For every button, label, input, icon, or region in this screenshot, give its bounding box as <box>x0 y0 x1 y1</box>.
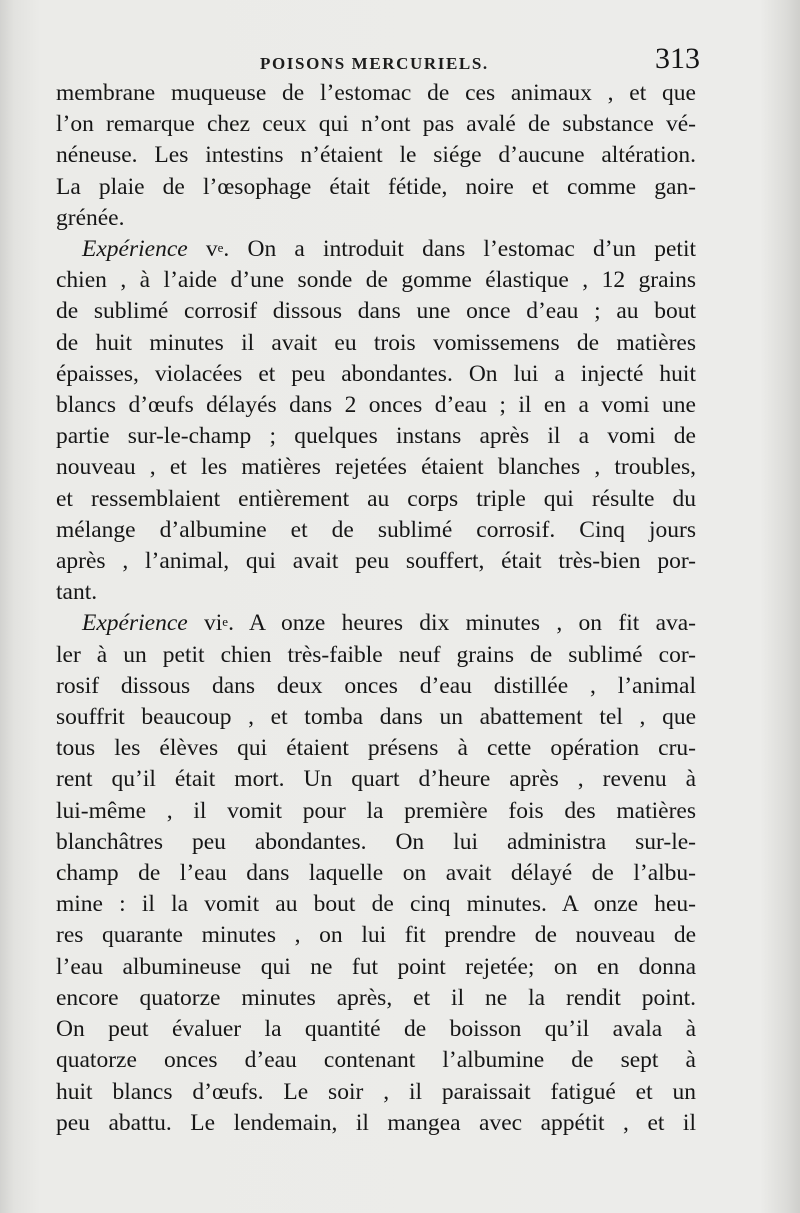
first-line-text: . On a introduit dans l’estomac d’un petit <box>223 236 696 263</box>
running-title: POISONS MERCURIELS. <box>260 54 489 73</box>
text-line: et ressemblaient entièrement au corps triple qui résulte du <box>56 485 696 512</box>
text-line: nouveau , et les matières rejetées étaient blanches , troubles, <box>56 454 696 481</box>
text-line: On peut évaluer la quantité de boisson qu’il avala à <box>56 1016 696 1043</box>
text-line: mine : il la vomit au bout de cinq minutes. A onze heu- <box>56 891 696 918</box>
numeral-suffix: e <box>222 614 229 630</box>
text-line: La plaie de l’œsophage était fétide, noire et comme gan- <box>56 173 696 200</box>
text-line: partie sur-le-champ ; quelques instans après il a vomi de <box>56 423 696 450</box>
experience-label: Expérience <box>82 610 188 637</box>
text-line: souffrit beaucoup , et tomba dans un abattement tel , que <box>56 704 696 731</box>
text-line: huit blancs d’œufs. Le soir , il paraissait fatigué et un <box>56 1078 696 1105</box>
experience-numeral: v <box>205 236 218 263</box>
body-text <box>56 78 696 1139</box>
text-line: mélange d’albumine et de sublimé corrosif. Cinq jours <box>56 516 696 543</box>
text-line: l’eau albumineuse qui ne fut point rejetée; on en donna <box>56 953 696 980</box>
text-line: de sublimé corrosif dissous dans une once d’eau ; au bout <box>56 298 696 325</box>
paragraph-1 <box>56 78 696 234</box>
text-line: blanchâtres peu abondantes. On lui administra sur-le- <box>56 828 696 855</box>
experience-label: Expérience <box>82 236 188 263</box>
text-line: chien , à l’aide d’une sonde de gomme élastique , 12 grains <box>56 267 696 294</box>
page-number: 313 <box>655 42 700 75</box>
text-line: champ de l’eau dans laquelle on avait délayé de l’albu- <box>56 860 696 887</box>
text-line: rosif dissous dans deux onces d’eau distillée , l’animal <box>56 672 696 699</box>
text-line: l’on remarque chez ceux qui n’ont pas avalé de substance vé- <box>56 111 696 138</box>
text-line: peu abattu. Le lendemain, il mangea avec appétit , et il <box>56 1109 696 1136</box>
text-line: rent qu’il était mort. Un quart d’heure après , revenu à <box>56 766 696 793</box>
experience-numeral: vi <box>204 610 223 637</box>
text-line: ler à un petit chien très-faible neuf grains de sublimé cor- <box>56 641 696 668</box>
first-line-text: . A onze heures dix minutes , on fit ava- <box>228 610 697 637</box>
paragraph-experience-6 <box>56 608 696 1138</box>
numeral-suffix: e <box>217 240 224 256</box>
text-line: quatorze onces d’eau contenant l’albumine de sept à <box>56 1047 696 1074</box>
text-line: encore quatorze minutes après, et il ne la rendit point. <box>56 984 696 1011</box>
text-line: lui-même , il vomit pour la première fois des matières <box>56 797 696 824</box>
text-line: res quarante minutes , on lui fit prendre de nouveau de <box>56 922 696 949</box>
text-line <box>56 234 696 265</box>
text-line: tous les élèves qui étaient présens à cette opération cru- <box>56 735 696 762</box>
text-line: après , l’animal, qui avait peu souffert, était très-bien por- <box>56 548 696 575</box>
text-line: néneuse. Les intestins n’étaient le siége d’aucune altération. <box>56 142 696 169</box>
text-line: de huit minutes il avait eu trois vomissemens de matières <box>56 329 696 356</box>
text-line: tant. <box>56 579 98 606</box>
text-line: membrane muqueuse de l’estomac de ces animaux , et que <box>56 80 696 106</box>
text-line: grénée. <box>56 204 125 231</box>
text-line: épaisses, violacées et peu abondantes. On lui a injecté huit <box>56 360 696 387</box>
text-line: blancs d’œufs délayés dans 2 onces d’eau ; il en a vomi une <box>56 392 696 419</box>
paragraph-experience-5 <box>56 234 696 608</box>
text-line <box>56 608 696 639</box>
